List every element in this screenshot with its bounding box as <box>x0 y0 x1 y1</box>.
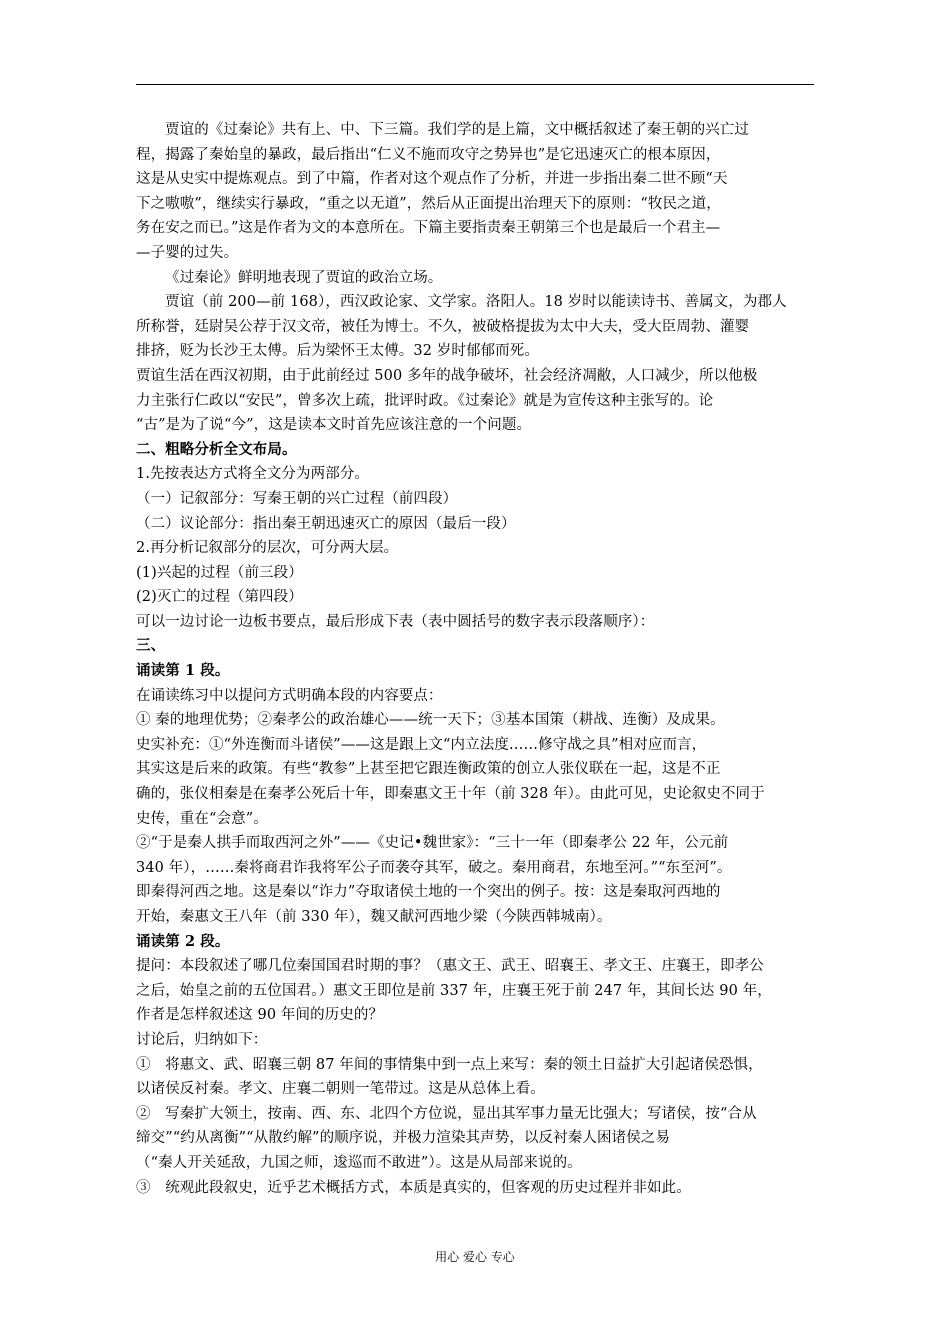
text-line: 可以一边讨论一边板书要点，最后形成下表（表中圆括号的数字表示段落顺序）： <box>136 613 655 630</box>
text-line: 1.先按表达方式将全文分为两部分。 <box>136 466 370 483</box>
text-line: 贾谊的《过秦论》共有上、中、下三篇。我们学的是上篇，文中概括叙述了秦王朝的兴亡过 <box>165 122 749 138</box>
text-line: 这是从史实中提炼观点。到了中篇，作者对这个观点作了分析，并进一步指出秦二世不顾“天 <box>136 171 728 188</box>
text-line: 开始，秦惠文王八年（前 330 年），魏又献河西地少梁（今陕西韩城南）。 <box>136 909 612 925</box>
page-footer: 用心 爱心 专心 <box>435 1250 515 1264</box>
text-line: 以诸侯反衬秦。孝文、庄襄二朝则一笔带过。这是从总体上看。 <box>136 1081 545 1098</box>
document-body <box>136 118 814 1200</box>
text-line: 作者是怎样叙述这 90 年间的历史的？ <box>136 1007 384 1024</box>
text-line: 340 年），……秦将商君诈我将军公子而袭夺其军，破之。秦用商君，东地至河。”“东至河”。 <box>136 859 732 876</box>
text-line: 贾谊生活在西汉初期，由于此前经过 500 多年的战争破坏，社会经济凋敝，人口减少，所以他极 <box>136 367 758 384</box>
text-line: 其实这是后来的政策。有些“教参”上甚至把它跟连衡政策的创立人张仪联在一起，这是不正 <box>136 761 721 778</box>
section-heading: 诵读第 1 段。 <box>136 662 230 680</box>
text-line: (1)兴起的过程（前三段） <box>136 564 303 581</box>
text-line: ② 写秦扩大领土，按南、西、东、北四个方位说，显出其军事力量无比强大；写诸侯，按“合从 <box>136 1105 757 1122</box>
text-line: 2.再分析记叙部分的层次，可分两大层。 <box>136 540 399 557</box>
text-line: 下之嗷嗷”，继续实行暴政，“重之以无道”，然后从正面提出治理天下的原则：“牧民之道， <box>136 195 721 212</box>
text-line: 之后，始皇之前的五位国君。）惠文王即位是前 337 年，庄襄王死于前 247 年，其间长达 90 年， <box>136 982 772 999</box>
text-line: “古”是为了说“今”，这是读本文时首先应该注意的一个问题。 <box>136 417 532 434</box>
text-line: 排挤，贬为长沙王太傅。后为梁怀王太傅。32 岁时郁郁而死。 <box>136 343 539 360</box>
text-line: 提问：本段叙述了哪几位秦国国君时期的事？（惠文王、武王、昭襄王、孝文王、庄襄王，即孝公 <box>136 958 764 975</box>
text-line: （一）记叙部分：写秦王朝的兴亡过程（前四段） <box>136 490 458 507</box>
text-line: （二）议论部分：指出秦王朝迅速灭亡的原因（最后一段） <box>136 515 516 532</box>
text-line: 确的，张仪相秦是在秦孝公死后十年，即秦惠文王十年（前 328 年）。由此可见，史论叙史不同于 <box>136 786 765 803</box>
text-line: 史实补充：①“外连衡而斗诸侯”——这是跟上文“内立法度……修守战之具”相对应而言， <box>136 736 707 753</box>
text-line: 程，揭露了秦始皇的暴政，最后指出“仁义不施而攻守之势异也”是它迅速灭亡的根本原因， <box>136 146 721 163</box>
text-line: 在诵读练习中以提问方式明确本段的内容要点： <box>136 687 443 704</box>
text-line: 务在安之而已。”这是作者为文的本意所在。下篇主要指责秦王朝第三个也是最后一个君主— <box>136 220 721 237</box>
header-rule <box>136 84 814 85</box>
section-heading: 诵读第 2 段。 <box>136 932 230 950</box>
text-line: 力主张行仁政以“安民”，曾多次上疏，批评时政。《过秦论》就是为宣传这种主张写的。论 <box>136 392 714 409</box>
text-line: (2)灭亡的过程（第四段） <box>136 589 303 606</box>
text-line: ① 将惠文、武、昭襄三朝 87 年间的事情集中到一点上来写：秦的领土日益扩大引起诸侯恐惧， <box>136 1056 763 1073</box>
text-line: ②“于是秦人拱手而取西河之外”——《史记•魏世家》：“三十一年（即秦孝公 22 年，公元前 <box>136 835 729 852</box>
text-line: 所称誉，廷尉吴公荐于汉文帝，被任为博士。不久，被破格提拔为太中大夫，受大臣周勃、灌婴 <box>136 318 750 335</box>
text-line: 史传，重在“会意”。 <box>136 810 268 827</box>
text-line: 讨论后，归纳如下： <box>136 1031 268 1048</box>
text-line: 缔交”“约从离衡”“从散约解”的顺序说，并极力渲染其声势，以反衬秦人困诸侯之易 <box>136 1130 670 1147</box>
section-heading: 二、粗略分析全文布局。 <box>136 440 297 458</box>
text-line: 《过秦论》鲜明地表现了贾谊的政治立场。 <box>165 269 443 286</box>
text-line: 即秦得河西之地。这是秦以“诈力”夺取诸侯土地的一个突出的例子。按：这是秦取河西地的 <box>136 884 721 901</box>
text-line: —子婴的过失。 <box>136 244 239 261</box>
text-line: ① 秦的地理优势；②秦孝公的政治雄心——统一天下；③基本国策（耕战、连衡）及成果。 <box>136 712 725 729</box>
text-line: 贾谊（前 200—前 168），西汉政论家、文学家。洛阳人。18 岁时以能读诗书、善属文，为郡人 <box>165 294 787 311</box>
text-line: （“秦人开关延敌，九国之师，逡巡而不敢进”）。这是从局部来说的。 <box>136 1154 582 1171</box>
section-heading: 三、 <box>136 637 166 655</box>
text-line: ③ 统观此段叙史，近乎艺术概括方式，本质是真实的，但客观的历史过程并非如此。 <box>136 1179 691 1196</box>
